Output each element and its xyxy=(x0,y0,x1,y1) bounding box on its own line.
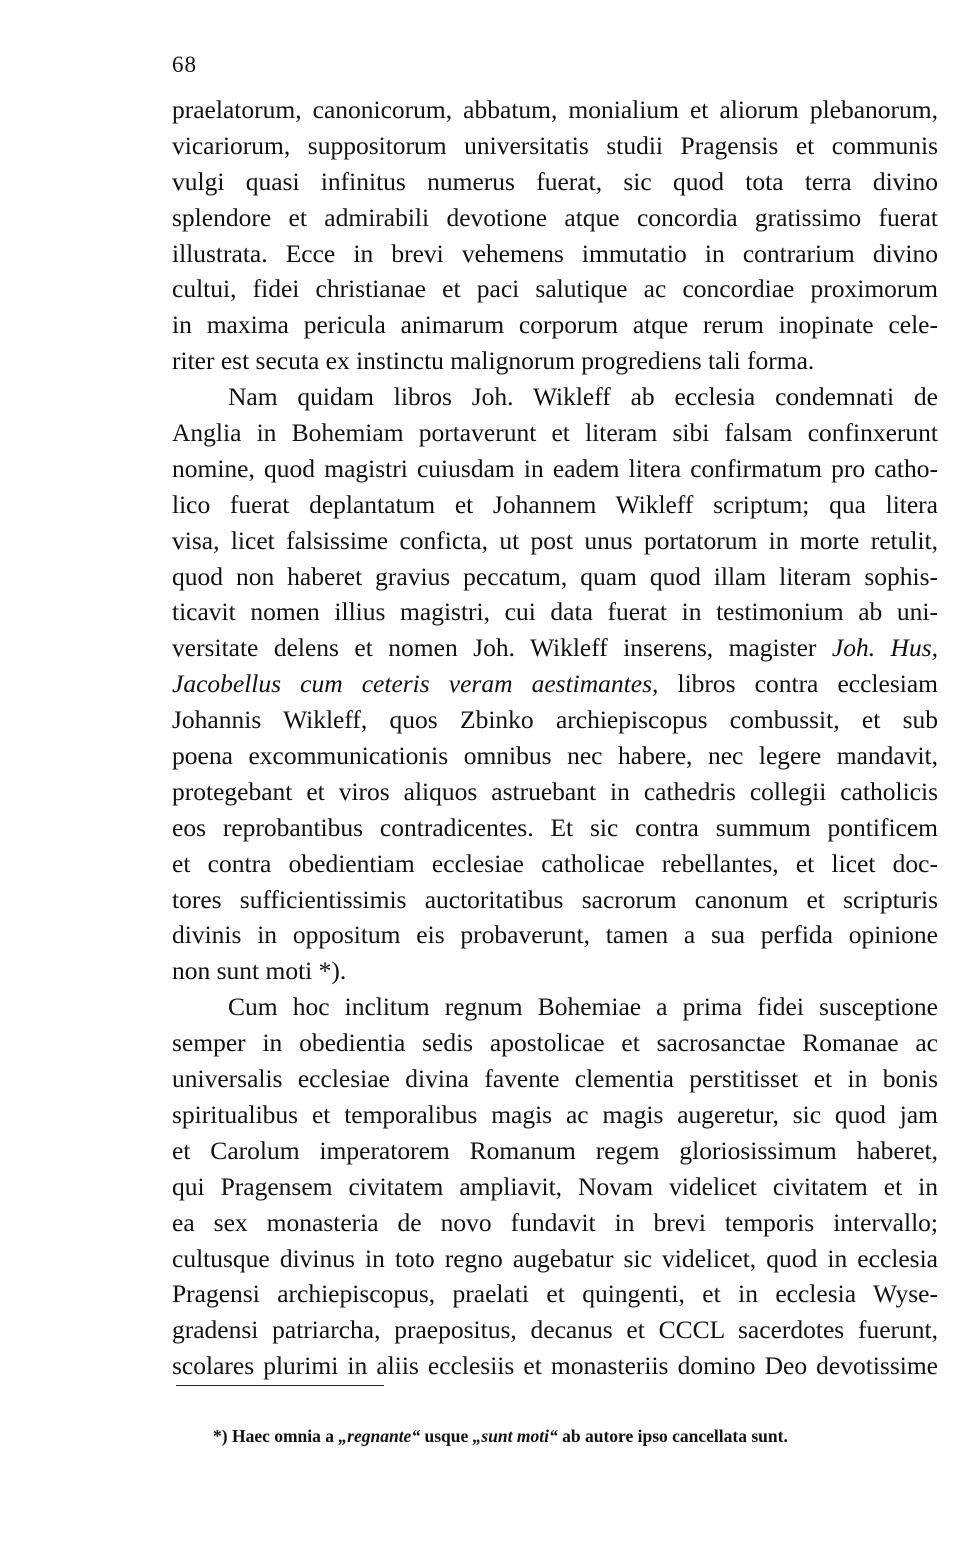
line-text: libros contra ecclesiam xyxy=(677,669,938,699)
text-line xyxy=(172,774,938,810)
line-text: spiritualibus et temporalibus magis ac magis augeretur, sic quod jam xyxy=(172,1099,938,1129)
line-text: ticavit nomen illius magistri, cui data fuerat in testimonium ab uni- xyxy=(172,597,938,627)
line-text: praelatorum, canonicorum, abbatum, monialium et aliorum plebanorum, xyxy=(172,95,938,124)
text-line xyxy=(172,1097,938,1133)
footnote xyxy=(213,1426,788,1447)
line-text: cultui, fidei christianae et paci salutique ac concordiae proximorum xyxy=(172,274,938,304)
line-text: splendore et admirabili devotione atque concordia gratissimo fuerat xyxy=(172,202,938,232)
line-text: protegebant et viros aliquos astruebant in cathedris collegii catholicis xyxy=(172,776,938,806)
line-text: et Carolum imperatorem Romanum regem gloriosissimum haberet, xyxy=(172,1135,938,1165)
text-line xyxy=(172,271,938,307)
line-text: quod non haberet gravius peccatum, quam quod illam literam sophis- xyxy=(172,561,938,591)
text-line xyxy=(172,738,938,774)
text-line xyxy=(172,128,938,164)
text-line xyxy=(172,164,938,200)
line-text: scolares plurimi in aliis ecclesiis et monasteriis domino Deo devotissime xyxy=(172,1351,938,1381)
text-line xyxy=(172,307,938,343)
line-text: Nam quidam libros Joh. Wikleff ab ecclesia condemnati de xyxy=(228,382,938,412)
line-text: visa, licet falsissime conficta, ut post unus portatorum in morte retulit, xyxy=(172,525,938,555)
text-line xyxy=(172,523,938,559)
text-line xyxy=(172,1061,938,1097)
line-text: riter est secuta ex instinctu malignorum progrediens tali forma. xyxy=(172,346,815,376)
footnote-text-after: ab autore ipso cancellata sunt. xyxy=(562,1426,788,1446)
line-text: Anglia in Bohemiam portaverunt et literam sibi falsam confinxerunt xyxy=(172,418,938,448)
text-line xyxy=(172,1025,938,1061)
text-line xyxy=(172,379,938,415)
text-line xyxy=(172,92,938,128)
line-text: divinis in oppositum eis probaverunt, tamen a sua perfida opinione xyxy=(172,920,938,950)
line-text: illustrata. Ecce in brevi vehemens immutatio in contrarium divino xyxy=(172,238,938,268)
text-line xyxy=(172,236,938,272)
line-text: semper in obedientia sedis apostolicae et sacrosanctae Romanae ac xyxy=(172,1028,938,1058)
italic-text: Joh. Hus, xyxy=(831,633,938,663)
text-line xyxy=(172,1276,938,1312)
text-line xyxy=(172,846,938,882)
line-text: tores sufficientissimis auctoritatibus sacrorum canonum et scripturis xyxy=(172,884,938,914)
footnote-quote-end: „sunt moti“ xyxy=(472,1426,558,1446)
text-line xyxy=(172,1205,938,1241)
line-text: Pragensi archiepiscopus, praelati et quingenti, et in ecclesia Wyse- xyxy=(172,1279,938,1309)
text-line xyxy=(172,451,938,487)
text-line xyxy=(172,487,938,523)
italic-text: Jacobellus cum ceteris veram aestimantes, xyxy=(172,669,659,699)
line-text: nomine, quod magistri cuiusdam in eadem litera confirmatum pro catho- xyxy=(172,453,938,483)
line-text: cultusque divinus in toto regno augebatur sic videlicet, quod in ecclesia xyxy=(172,1243,938,1273)
text-line xyxy=(172,594,938,630)
footnote-text-before: Haec omnia a xyxy=(231,1426,335,1446)
text-line xyxy=(172,1348,938,1384)
text-line xyxy=(172,343,938,379)
line-text: ea sex monasteria de novo fundavit in brevi temporis intervallo; xyxy=(172,1207,938,1237)
page-number: 68 xyxy=(172,52,197,77)
text-line xyxy=(172,1241,938,1277)
line-text: universalis ecclesiae divina favente clementia perstitisset et in bonis xyxy=(172,1064,938,1094)
line-text: qui Pragensem civitatem ampliavit, Novam videlicet civitatem et in xyxy=(172,1171,938,1201)
text-line xyxy=(172,666,938,702)
line-text: lico fuerat deplantatum et Johannem Wikleff scriptum; qua litera xyxy=(172,489,938,519)
text-line xyxy=(172,702,938,738)
line-text: vulgi quasi infinitus numerus fuerat, sic quod tota terra divino xyxy=(172,166,938,196)
text-line xyxy=(172,415,938,451)
footnote-quote-start: „regnante“ xyxy=(338,1426,421,1446)
body-text xyxy=(172,92,938,1384)
line-text: in maxima pericula animarum corporum atque rerum inopinate cele- xyxy=(172,310,938,340)
text-line xyxy=(172,630,938,666)
text-line xyxy=(172,989,938,1025)
line-text: versitate delens et nomen Joh. Wikleff inserens, magister xyxy=(172,633,817,663)
text-line xyxy=(172,1312,938,1348)
text-line xyxy=(172,953,938,989)
text-line xyxy=(172,810,938,846)
footnote-text-middle: usque xyxy=(424,1426,469,1446)
text-line xyxy=(172,882,938,918)
text-line xyxy=(172,200,938,236)
line-text: Johannis Wikleff, quos Zbinko archiepiscopus combussit, et sub xyxy=(172,705,938,735)
text-line xyxy=(172,1133,938,1169)
text-line xyxy=(172,1169,938,1205)
line-text: non sunt moti *). xyxy=(172,956,347,986)
line-text: et contra obedientiam ecclesiae catholicae rebellantes, et licet doc- xyxy=(172,848,938,878)
text-line xyxy=(172,917,938,953)
line-text: vicariorum, suppositorum universitatis studii Pragensis et communis xyxy=(172,130,938,160)
line-text: gradensi patriarcha, praepositus, decanus et CCCL sacerdotes fuerunt, xyxy=(172,1315,938,1345)
text-line xyxy=(172,559,938,595)
line-text: poena excommunicationis omnibus nec habere, nec legere mandavit, xyxy=(172,741,938,771)
footnote-marker: *) xyxy=(213,1426,228,1446)
line-text: eos reprobantibus contradicentes. Et sic contra summum pontificem xyxy=(172,812,938,842)
line-text: Cum hoc inclitum regnum Bohemiae a prima fidei susceptione xyxy=(228,992,938,1022)
footnote-divider xyxy=(176,1385,384,1386)
